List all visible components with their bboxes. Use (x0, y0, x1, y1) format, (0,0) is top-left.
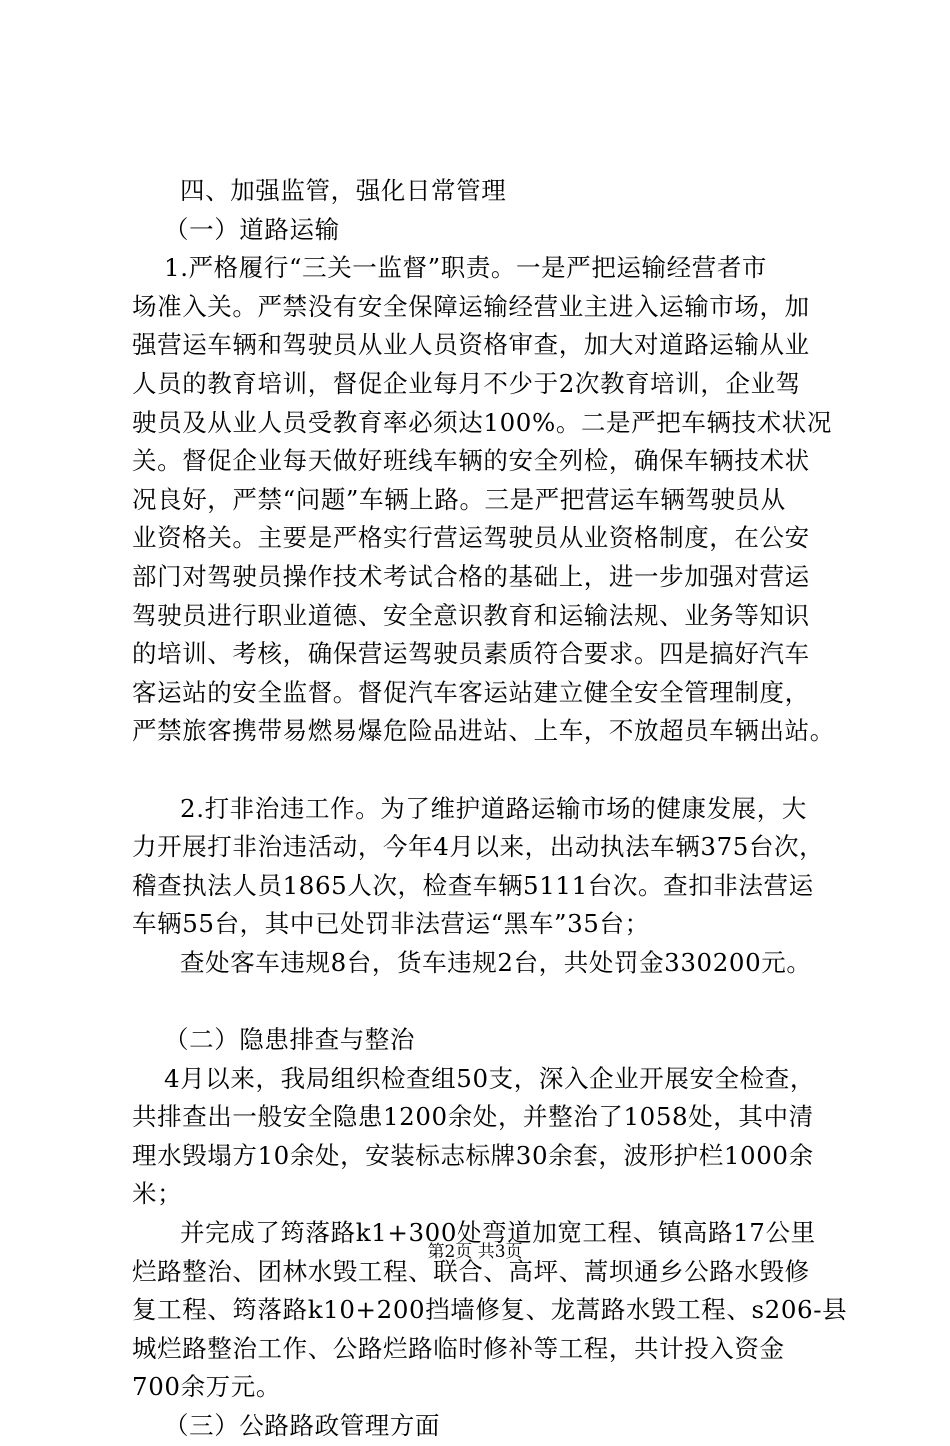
paragraph-line: 场准入关。严禁没有安全保障运输经营业主进入运输市场，加 (132, 291, 810, 321)
subsection-heading-1: （一）道路运输 (164, 214, 340, 244)
paragraph-line: 人员的教育培训，督促企业每月不少于2次教育培训，企业驾 (132, 368, 801, 398)
paragraph-line: 驾驶员进行职业道德、安全意识教育和运输法规、业务等知识 (132, 600, 810, 630)
paragraph-line: 复工程、筠落路k10+200挡墙修复、龙蒿路水毁工程、s206-县 (132, 1295, 848, 1325)
paragraph-line: 理水毁塌方10余处，安装标志标牌30余套，波形护栏1000余 (132, 1140, 814, 1170)
paragraph-line: 车辆55台，其中已处罚非法营运“黑车”35台； (132, 909, 650, 939)
paragraph-line: 城烂路整治工作、公路烂路临时修补等工程，共计投入资金 (132, 1333, 785, 1363)
paragraph-line: 严禁旅客携带易燃易爆危险品进站、上车，不放超员车辆出站。 (132, 716, 835, 746)
paragraph-line: 共排查出一般安全隐患1200余处，并整治了1058处，其中清 (132, 1102, 814, 1132)
paragraph-line: 4月以来，我局组织检查组50支，深入企业开展安全检查， (164, 1063, 815, 1093)
paragraph-line: 700余万元。 (132, 1372, 281, 1402)
paragraph-line: 力开展打非治违活动，今年4月以来，出动执法车辆375台次， (132, 832, 825, 862)
page-footer: 第2页 共3页 (427, 1242, 523, 1262)
paragraph-spacer (132, 982, 857, 1021)
paragraph-3 (132, 1060, 857, 1214)
section-heading: 四、加强监管，强化日常管理 (180, 176, 507, 205)
paragraph-line: 驶员及从业人员受教育率必须达100%。二是严把车辆技术状况 (132, 407, 832, 437)
paragraph-2 (132, 790, 857, 983)
paragraph-line: 部门对驾驶员操作技术考试合格的基础上，进一步加强对营运 (132, 561, 810, 591)
paragraph-line: 2.打非治违工作。为了维护道路运输市场的健康发展，大 (180, 793, 807, 823)
paragraph-line: 1.严格履行“三关一监督”职责。一是严把运输经营者市 (164, 253, 768, 283)
paragraph-line: 查处客车违规8台，货车违规2台，共处罚金330200元。 (180, 947, 812, 977)
subsection-heading-2: （二）隐患排查与整治 (164, 1025, 415, 1055)
paragraph-line: 米； (132, 1179, 183, 1209)
paragraph-1 (132, 249, 857, 751)
paragraph-line: 稽查执法人员1865人次，检查车辆5111台次。查扣非法营运 (132, 870, 814, 900)
paragraph-line: 业资格关。主要是严格实行营运驾驶员从业资格制度，在公安 (132, 523, 810, 553)
paragraph-line: 况良好，严禁“问题”车辆上路。三是严把营运车辆驾驶员从 (132, 484, 786, 514)
paragraph-line: 客运站的安全监督。督促汽车客运站建立健全安全管理制度， (132, 677, 810, 707)
paragraph-spacer (132, 751, 857, 790)
paragraph-line: 强营运车辆和驾驶员从业人员资格审查，加大对道路运输从业 (132, 330, 810, 360)
paragraph-line: 关。督促企业每天做好班线车辆的安全列检，确保车辆技术状 (132, 446, 810, 476)
paragraph-line: 并完成了筠落路k1+300处弯道加宽工程、镇高路17公里 (180, 1218, 816, 1248)
paragraph-line: 的培训、考核，确保营运驾驶员素质符合要求。四是搞好汽车 (132, 639, 810, 669)
subsection-heading-3: （三）公路路政管理方面 (164, 1411, 441, 1440)
paragraph-line: 烂路整治、团林水毁工程、联合、高坪、蒿坝通乡公路水毁修 (132, 1256, 810, 1286)
